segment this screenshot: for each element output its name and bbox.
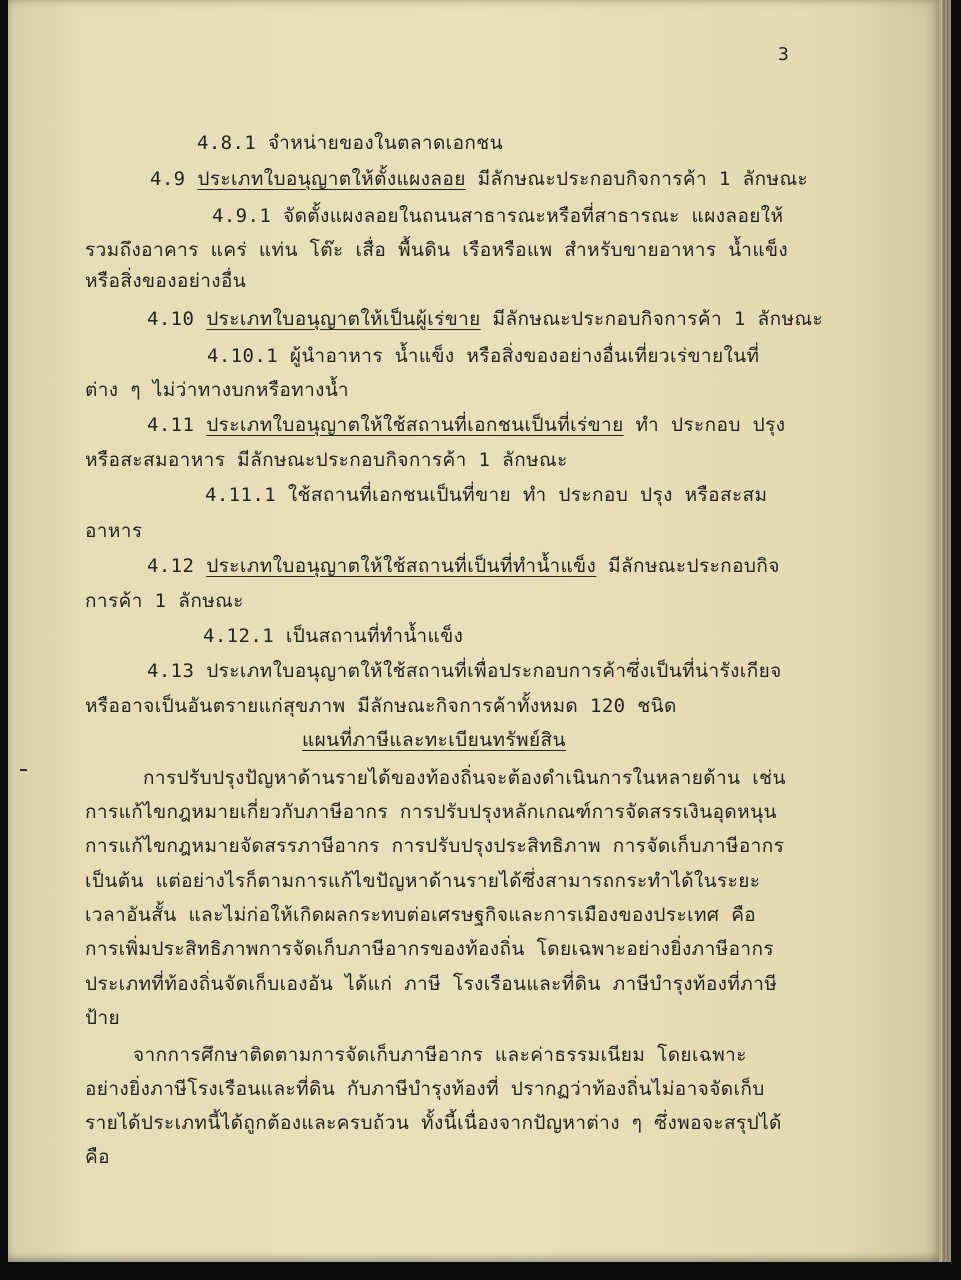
paragraph-line: ประเภทที่ท้องถิ่นจัดเก็บเองอัน ได้แก่ ภาษี โรงเรือนและที่ดิน ภาษีบำรุงท้องที่ภาษี <box>85 973 778 995</box>
paragraph-line: การแก้ไขกฎหมายจัดสรรภาษีอากร การปรับปรุงประสิทธิภาพ การจัดเก็บภาษีอากร <box>85 835 785 857</box>
license-type-title: ประเภทใบอนุญาตให้ตั้งแผงลอย <box>197 168 466 190</box>
item-number: 4.10 <box>147 308 207 330</box>
item-4-8-1: 4.8.1 จำหน่ายของในตลาดเอกชน <box>197 132 503 154</box>
paragraph-line: การปรับปรุงปัญหาด้านรายได้ของท้องถิ่นจะต้องดำเนินการในหลายด้าน เช่น <box>143 767 786 789</box>
license-type-title: ประเภทใบอนุญาตให้ใช้สถานที่เป็นที่ทำน้ำแข็ง <box>206 555 597 577</box>
item-4-11 <box>147 410 785 440</box>
page-number: 3 <box>778 44 789 65</box>
page-edge <box>939 0 951 1262</box>
body-line: หรือสิ่งของอย่างอื่น <box>85 270 247 292</box>
paragraph-line: เวลาอันสั้น และไม่ก่อให้เกิดผลกระทบต่อเศรษฐกิจและการเมืองของประเทศ คือ <box>85 904 757 926</box>
paragraph-line: ป้าย <box>85 1007 121 1029</box>
body-line: หรืออาจเป็นอันตรายแก่สุขภาพ มีลักษณะกิจการค้าทั้งหมด 120 ชนิด <box>85 695 677 717</box>
item-4-13: 4.13 ประเภทใบอนุญาตให้ใช้สถานที่เพื่อประกอบการค้าซึ่งเป็นที่น่ารังเกียจ <box>147 660 782 682</box>
paragraph-line: คือ <box>85 1146 110 1168</box>
paragraph-line: อย่างยิ่งภาษีโรงเรือนและที่ดิน กับภาษีบำรุงท้องที่ ปรากฏว่าท้องถิ่นไม่อาจจัดเก็บ <box>85 1078 765 1100</box>
paragraph-line: จากการศึกษาติดตามการจัดเก็บภาษีอากร และค่าธรรมเนียม โดยเฉพาะ <box>133 1044 747 1066</box>
body-line: รวมถึงอาคาร แคร่ แท่น โต๊ะ เสื่อ พื้นดิน เรือหรือแพ สำหรับขายอาหาร น้ำแข็ง <box>85 239 789 261</box>
paragraph-line: การแก้ไขกฎหมายเกี่ยวกับภาษีอากร การปรับปรุงหลักเกณฑ์การจัดสรรเงินอุดหนุน <box>85 801 777 823</box>
license-type-title: ประเภทใบอนุญาตให้เป็นผู้เร่ขาย <box>206 308 481 330</box>
item-4-12 <box>147 551 780 581</box>
item-text: มีลักษณะประกอบกิจการค้า 1 ลักษณะ <box>465 168 809 190</box>
item-4-12-1: 4.12.1 เป็นสถานที่ทำน้ำแข็ง <box>203 625 464 647</box>
section-heading: แผนที่ภาษีและทะเบียนทรัพย์สิน <box>302 729 566 751</box>
item-number: 4.12 <box>147 555 207 577</box>
margin-mark <box>20 769 27 771</box>
body-line: อาหาร <box>85 520 143 542</box>
license-type-title: ประเภทใบอนุญาตให้ใช้สถานที่เอกชนเป็นที่เร่ขาย <box>206 414 624 436</box>
item-text: มีลักษณะประกอบกิจ <box>596 555 780 577</box>
item-text: ทำ ประกอบ ปรุง <box>623 414 786 436</box>
body-line: การค้า 1 ลักษณะ <box>85 590 244 612</box>
paragraph-line: รายได้ประเภทนี้ได้ถูกต้องและครบถ้วน ทั้งนี้เนื่องจากปัญหาต่าง ๆ ซึ่งพอจะสรุปได้ <box>85 1112 782 1134</box>
paragraph-line: การเพิ่มประสิทธิภาพการจัดเก็บภาษีอากรของท้องถิ่น โดยเฉพาะอย่างยิ่งภาษีอากร <box>85 938 774 960</box>
item-text: มีลักษณะประกอบกิจการค้า 1 ลักษณะ <box>480 308 824 330</box>
item-number: 4.9 <box>150 168 198 190</box>
paragraph-line: เป็นต้น แต่อย่างไรก็ตามการแก้ไขปัญหาด้านรายได้ซึ่งสามารถกระทำได้ในระยะ <box>85 870 761 892</box>
item-4-10-1: 4.10.1 ผู้นำอาหาร น้ำแข็ง หรือสิ่งของอย่างอื่นเที่ยวเร่ขายในที่ <box>207 345 760 367</box>
item-number: 4.11 <box>147 414 207 436</box>
item-4-11-1: 4.11.1 ใช้สถานที่เอกชนเป็นที่ขาย ทำ ประกอบ ปรุง หรือสะสม <box>205 484 768 506</box>
item-4-10 <box>147 304 823 334</box>
body-line: ต่าง ๆ ไม่ว่าทางบกหรือทางน้ำ <box>85 379 349 401</box>
item-4-9-1: 4.9.1 จัดตั้งแผงลอยในถนนสาธารณะหรือที่สาธารณะ แผงลอยให้ <box>212 205 784 227</box>
item-4-9 <box>150 164 808 194</box>
body-line: หรือสะสมอาหาร มีลักษณะประกอบกิจการค้า 1 ลักษณะ <box>85 449 568 471</box>
